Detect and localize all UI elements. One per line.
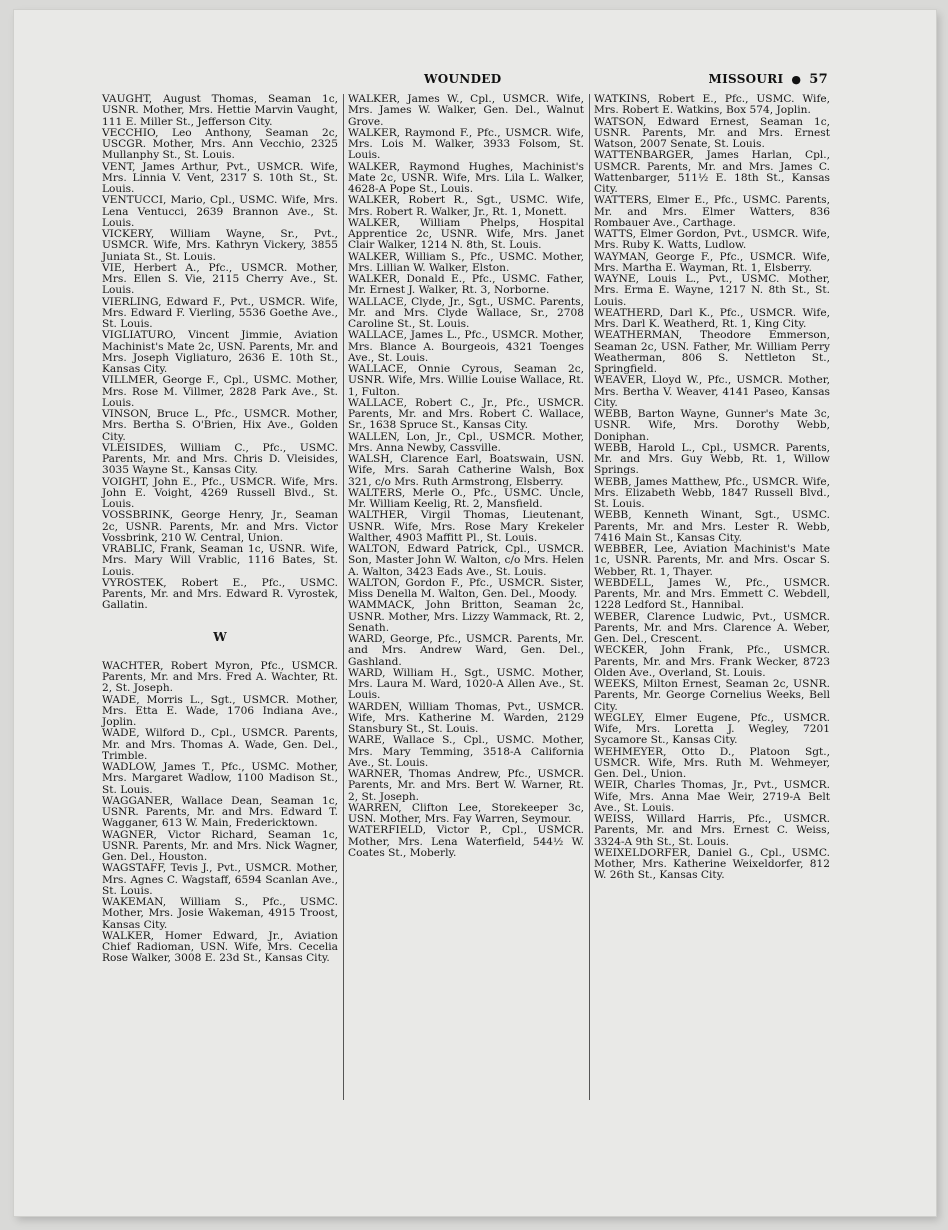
entry: WATTERS, Elmer E., Pfc., USMC. Parents, Mr. and Mrs. Elmer Watters, 836 Rombauer Ave., Carthage. <box>594 194 830 229</box>
entry: VECCHIO, Leo Anthony, Seaman 2c, USCGR. Mother, Mrs. Ann Vecchio, 2325 Mullanphy St., St. Louis. <box>102 126 338 162</box>
entry: WARE, Wallace S., Cpl., USMC. Mother, Mrs. Mary Temming, 3518-A California Ave., St. Louis. <box>348 734 584 769</box>
entry: WAKEMAN, William S., Pfc., USMC. Mother, Mrs. Josie Wakeman, 4915 Troost, Kansas City. <box>102 896 338 931</box>
entry: WARD, William H., Sgt., USMC. Mother, Mrs. Laura M. Ward, 1020-A Allen Ave., St. Louis. <box>348 666 584 702</box>
section-letter: W <box>213 629 227 644</box>
entry: WATSON, Edward Ernest, Seaman 1c, USNR. Parents, Mr. and Mrs. Ernest Watson, 2007 Senate, St. Louis. <box>594 115 830 150</box>
entry: WALLACE, James L., Pfc., USMCR. Mother, Mrs. Blance A. Bourgeois, 4321 Toenges Ave., St. Louis. <box>348 329 584 364</box>
entry: WARDEN, William Thomas, Pvt., USMCR. Wife, Mrs. Katherine M. Warden, 2129 Stansbury St., St. Louis. <box>348 700 584 735</box>
entry: VENT, James Arthur, Pvt., USMCR. Wife, Mrs. Linnia V. Vent, 2317 S. 10th St., St. Louis. <box>102 160 338 195</box>
entry: WAGNER, Victor Richard, Seaman 1c, USNR. Parents, Mr. and Mrs. Nick Wagner, Gen. Del., Houston. <box>102 828 338 863</box>
entry: WALKER, Donald E., Pfc., USMC. Father, Mr. Ernest J. Walker, Rt. 3, Norborne. <box>348 273 584 297</box>
running-head <box>709 72 828 87</box>
document-page <box>14 10 936 1216</box>
entry: WATTS, Elmer Gordon, Pvt., USMCR. Wife, Mrs. Ruby K. Watts, Ludlow. <box>594 228 830 252</box>
entry: WEGLEY, Elmer Eugene, Pfc., USMCR. Wife, Mrs. Loretta J. Wegley, 7201 Sycamore St., Kansas City. <box>594 711 830 747</box>
entry: VIERLING, Edward F., Pvt., USMCR. Wife, Mrs. Edward F. Vierling, 5536 Goethe Ave., St. Louis. <box>102 295 338 330</box>
entry: WEBB, Barton Wayne, Gunner's Mate 3c, USNR. Wife, Mrs. Dorothy Webb, Doniphan. <box>594 408 830 443</box>
entry: WARREN, Clifton Lee, Storekeeper 3c, USN. Mother, Mrs. Fay Warren, Seymour. <box>348 801 584 825</box>
entry: WADE, Morris L., Sgt., USMCR. Mother, Mrs. Etta E. Wade, 1706 Indiana Ave., Joplin. <box>102 693 338 728</box>
entry: WEBBER, Lee, Aviation Machinist's Mate 1c, USNR. Parents, Mr. and Mrs. Oscar S. Webber, Rt. 1, Thayer. <box>594 543 830 578</box>
entry: VIE, Herbert A., Pfc., USMCR. Mother, Mrs. Ellen S. Vie, 2115 Cherry Ave., St. Louis. <box>102 261 338 297</box>
entry: VAUGHT, August Thomas, Seaman 1c, USNR. Mother, Mrs. Hettie Marvin Vaught, 111 E. Miller St., Jefferson City. <box>102 93 338 128</box>
entry: WALTERS, Merle O., Pfc., USMC. Uncle, Mr. William Keelig, Rt. 2, Mansfield. <box>348 486 584 510</box>
entry: VOIGHT, John E., Pfc., USMCR. Wife, Mrs. John E. Voight, 4269 Russell Blvd., St. Louis. <box>102 475 338 510</box>
entry: WALKER, Raymond F., Pfc., USMCR. Wife, Mrs. Lois M. Walker, 3933 Folsom, St. Louis. <box>348 126 584 162</box>
entry: VINSON, Bruce L., Pfc., USMCR. Mother, Mrs. Bertha S. O'Brien, Hix Ave., Golden City. <box>102 408 338 443</box>
entry: WALLACE, Onnie Cyrous, Seaman 2c, USNR. Wife, Mrs. Willie Louise Wallace, Rt. 1, Fulton. <box>348 363 584 398</box>
entry: WEAVER, Lloyd W., Pfc., USMCR. Mother, Mrs. Bertha V. Weaver, 4141 Paseo, Kansas City. <box>594 374 830 409</box>
entry: WALSH, Clarence Earl, Boatswain, USN. Wife, Mrs. Sarah Catherine Walsh, Box 321, c/o Mrs. Ruth Armstrong, Elsberry. <box>348 453 584 488</box>
entry: WEBER, Clarence Ludwic, Pvt., USMCR. Parents, Mr. and Mrs. Clarence A. Weber, Gen. Del., Crescent. <box>594 610 830 645</box>
page-number: 57 <box>809 72 828 87</box>
page-header <box>14 72 936 90</box>
entry: WADLOW, James T., Pfc., USMC. Mother, Mrs. Margaret Wadlow, 1100 Madison St., St. Louis. <box>102 761 338 796</box>
entry: WAMMACK, John Britton, Seaman 2c, USNR. Mother, Mrs. Lizzy Wammack, Rt. 2, Senath. <box>348 599 584 634</box>
entry: WALKER, Homer Edward, Jr., Aviation Chief Radioman, USN. Wife, Mrs. Cecelia Rose Walker, 3008 E. 23d St., Kansas City. <box>102 929 338 965</box>
entry: WARNER, Thomas Andrew, Pfc., USMCR. Parents, Mr. and Mrs. Bert W. Warner, Rt. 2, St. Joseph. <box>348 768 584 803</box>
entry-list <box>594 94 830 882</box>
entry: WALKER, William Phelps, Hospital Apprentice 2c, USNR. Wife, Mrs. Janet Clair Walker, 1214 N. 8th, St. Louis. <box>348 216 584 252</box>
entry: WALKER, Robert R., Sgt., USMC. Wife, Mrs. Robert R. Walker, Jr., Rt. 1, Monett. <box>348 194 584 218</box>
entry: VLEISIDES, William C., Pfc., USMC. Parents, Mr. and Mrs. Chris D. Vleisides, 3035 Wayne St., Kansas City. <box>102 441 338 477</box>
entry: WALTON, Edward Patrick, Cpl., USMCR. Son, Master John W. Walton, c/o Mrs. Helen A. Walton, 3423 Eads Ave., St. Louis. <box>348 543 584 578</box>
entry-list <box>102 94 338 612</box>
bullet-icon: ● <box>791 73 802 86</box>
entry: WEBDELL, James W., Pfc., USMCR. Parents, Mr. and Mrs. Emmett C. Webdell, 1228 Ledford St., Hannibal. <box>594 576 830 612</box>
entry: VIGLIATURO, Vincent Jimmie, Aviation Machinist's Mate 2c, USN. Parents, Mr. and Mrs. Joseph Vigliaturo, 2636 E. 10th St., Kansas City. <box>102 329 338 375</box>
entry: WEBB, Kenneth Winant, Sgt., USMC. Parents, Mr. and Mrs. Lester R. Webb, 7416 Main St., Kansas City. <box>594 509 830 544</box>
entry: WECKER, John Frank, Pfc., USMCR. Parents, Mr. and Mrs. Frank Wecker, 8723 Olden Ave., Overland, St. Louis. <box>594 644 830 679</box>
entry: WAYMAN, George F., Pfc., USMCR. Wife, Mrs. Martha E. Wayman, Rt. 1, Elsberry. <box>594 250 830 274</box>
entry: WARD, George, Pfc., USMCR. Parents, Mr. and Mrs. Andrew Ward, Gen. Del., Gashland. <box>348 633 584 668</box>
entry: WEBB, Harold L., Cpl., USMCR. Parents, Mr. and Mrs. Guy Webb, Rt. 1, Willow Springs. <box>594 441 830 477</box>
column-3 <box>594 94 830 882</box>
entry: WEBB, James Matthew, Pfc., USMCR. Wife, Mrs. Elizabeth Webb, 1847 Russell Blvd., St. Louis. <box>594 475 830 510</box>
entry-list <box>102 661 338 965</box>
entry: WALTON, Gordon F., Pfc., USMCR. Sister, Miss Denella M. Walton, Gen. Del., Moody. <box>348 576 584 600</box>
entry: WALTHER, Virgil Thomas, Lieutenant, USNR. Wife, Mrs. Rose Mary Krekeler Walther, 4903 Maffitt Pl., St. Louis. <box>348 509 584 544</box>
entry: WALKER, Raymond Hughes, Machinist's Mate 2c, USNR. Wife, Mrs. Lila L. Walker, 4628-A Pope St., Louis. <box>348 160 584 195</box>
entry: WALLACE, Robert C., Jr., Pfc., USMCR. Parents, Mr. and Mrs. Robert C. Wallace, Sr., 1638 Spruce St., Kansas City. <box>348 396 584 432</box>
entry: WAGSTAFF, Tevis J., Pvt., USMCR. Mother, Mrs. Agnes C. Wagstaff, 6594 Scanlan Ave., St. Louis. <box>102 862 338 897</box>
entry: WAGGANER, Wallace Dean, Seaman 1c, USNR. Parents, Mr. and Mrs. Edward T. Wagganer, 613 W. Main, Fredericktown. <box>102 794 338 830</box>
column-divider <box>589 94 590 1100</box>
entry: WEHMEYER, Otto D., Platoon Sgt., USMCR. Wife, Mrs. Ruth M. Wehmeyer, Gen. Del., Union. <box>594 745 830 780</box>
entry: WEATHERD, Darl K., Pfc., USMCR. Wife, Mrs. Darl K. Weatherd, Rt. 1, King City. <box>594 306 830 330</box>
entry: VICKERY, William Wayne, Sr., Pvt., USMCR. Wife, Mrs. Kathryn Vickery, 3855 Juniata St., St. Louis. <box>102 228 338 263</box>
entry: VILLMER, George F., Cpl., USMC. Mother, Mrs. Rose M. Villmer, 2828 Park Ave., St. Louis. <box>102 374 338 409</box>
entry: WEISS, Willard Harris, Pfc., USMCR. Parents, Mr. and Mrs. Ernest C. Weiss, 3324-A 9th St., St. Louis. <box>594 813 830 848</box>
entry: WALKER, James W., Cpl., USMCR. Wife, Mrs. James W. Walker, Gen. Del., Walnut Grove. <box>348 93 584 128</box>
section-title: WOUNDED <box>424 72 502 86</box>
entry: WATKINS, Robert E., Pfc., USMC. Wife, Mrs. Robert E. Watkins, Box 574, Joplin. <box>594 93 830 117</box>
entry: WEATHERMAN, Theodore Emmerson, Seaman 2c, USN. Father, Mr. William Perry Weatherman, 806 S. Nettleton St., Springfield. <box>594 329 830 375</box>
entry: WATERFIELD, Victor P., Cpl., USMCR. Mother, Mrs. Lena Waterfield, 544½ W. Coates St., Moberly. <box>348 824 584 859</box>
state-name: MISSOURI <box>708 72 784 86</box>
entry: VOSSBRINK, George Henry, Jr., Seaman 2c, USNR. Parents, Mr. and Mrs. Victor Vossbrink, 210 W. Central, Union. <box>102 509 338 544</box>
entry: VENTUCCI, Mario, Cpl., USMC. Wife, Mrs. Lena Ventucci, 2639 Brannon Ave., St. Louis. <box>102 194 338 229</box>
entry: WEEKS, Milton Ernest, Seaman 2c, USNR. Parents, Mr. George Cornelius Weeks, Bell City. <box>594 678 830 713</box>
entry: WEIR, Charles Thomas, Jr., Pvt., USMCR. Wife, Mrs. Anna Mae Weir, 2719-A Belt Ave., St. Louis. <box>594 779 830 814</box>
entry: WALLEN, Lon, Jr., Cpl., USMCR. Mother, Mrs. Anna Newby, Cassville. <box>348 430 584 454</box>
entry-list <box>348 94 584 859</box>
entry: WEIXELDORFER, Daniel G., Cpl., USMC. Mother, Mrs. Katherine Weixeldorfer, 812 W. 26th St., Kansas City. <box>594 846 830 882</box>
entry: WAYNE, Louis L., Pvt., USMC. Mother, Mrs. Erma E. Wayne, 1217 N. 8th St., St. Louis. <box>594 273 830 308</box>
column-divider <box>343 94 344 1100</box>
entry: WATTENBARGER, James Harlan, Cpl., USMCR. Parents, Mr. and Mrs. James C. Wattenbarger, 511½ E. 18th St., Kansas City. <box>594 149 830 195</box>
column-2 <box>348 94 584 859</box>
column-1 <box>102 94 338 965</box>
entry: WALKER, William S., Pfc., USMC. Mother, Mrs. Lillian W. Walker, Elston. <box>348 250 584 274</box>
entry: VYROSTEK, Robert E., Pfc., USMC. Parents, Mr. and Mrs. Edward R. Vyrostek, Gallatin. <box>102 576 338 612</box>
entry: WALLACE, Clyde, Jr., Sgt., USMC. Parents, Mr. and Mrs. Clyde Wallace, Sr., 2708 Caroline St., St. Louis. <box>348 295 584 330</box>
entry: WADE, Wilford D., Cpl., USMCR. Parents, Mr. and Mrs. Thomas A. Wade, Gen. Del., Trimble. <box>102 727 338 762</box>
entry: WACHTER, Robert Myron, Pfc., USMCR. Parents, Mr. and Mrs. Fred A. Wachter, Rt. 2, St. Joseph. <box>102 659 338 695</box>
entry: VRABLIC, Frank, Seaman 1c, USNR. Wife, Mrs. Mary Will Vrablic, 1116 Bates, St. Louis. <box>102 543 338 578</box>
